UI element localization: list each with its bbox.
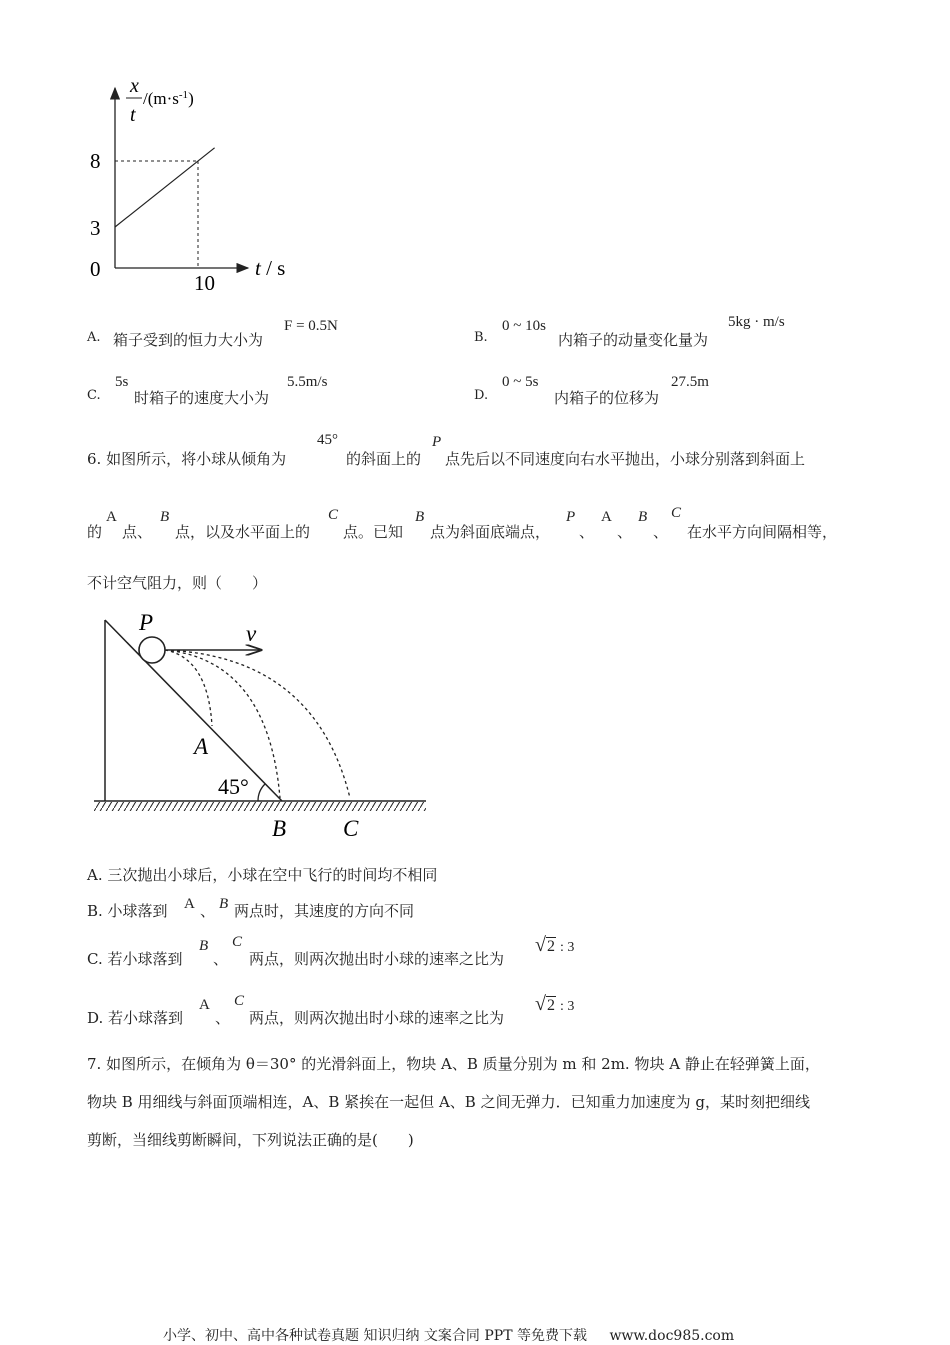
label-v: v [246,621,257,646]
q6-stem-line3: 不计空气阻力，则（ ） [87,574,268,592]
x-tick-10: 10 [194,271,215,295]
sqrt-sign-icon: √ [535,993,546,1015]
ball-icon [139,637,165,663]
data-line [115,148,215,227]
footer-url[interactable]: www.doc985.com [609,1328,735,1344]
q6-stem-line1: 6. 如图所示，将小球从倾角为 45° 的斜面上的 P 点先后以不同速度向右水平抛出，小球分别落到斜面上 [87,432,806,468]
q6-option-c: C. 若小球落到 B 、 C 两点，则两次抛出时小球的速率之比为 √2 : 3 [87,934,575,968]
ground-hatching [94,802,426,811]
q7-line3: 剪断，当细线剪断瞬间，下列说法正确的是( ) [87,1131,414,1149]
sqrt-2-ratio: √2 : 3 [535,993,575,1015]
origin-label: 0 [90,257,101,281]
q6-option-b: B. 小球落到 A 、 B 两点时，其速度的方向不同 [87,896,415,920]
angle-arc [258,784,265,801]
label-A: A [194,734,209,759]
xt-graph [80,78,310,300]
footer-text: 小学、初中、高中各种试卷真题 知识归纳 文案合同 PPT 等免费下载 www.doc985.com [163,1328,735,1344]
q7-line1: 7. 如图所示，在倾角为 θ＝30° 的光滑斜面上，物块 A、B 质量分别为 m 和 2m. 物块 A 静止在轻弹簧上面， [87,1055,820,1073]
sqrt-sign-icon: √ [535,934,546,956]
y-tick-8: 8 [90,149,101,173]
label-B: B [272,816,287,841]
label-angle: 45° [218,774,249,799]
x-label: t / s [255,256,286,280]
y-label-den: t [130,104,136,126]
y-tick-3: 3 [90,216,101,240]
q6-stem-line2: 的 A 点、 B 点，以及水平面上的 C 点。已知 B 点为斜面底端点， P 、 A 、 B 、 C 在水平方向间隔相等， [87,505,838,541]
q6-option-d: D. 若小球落到 A 、 C 两点，则两次抛出时小球的速率之比为 √2 : 3 [87,993,575,1027]
incline-figure [90,608,435,843]
q6-option-a: A. 三次抛出小球后，小球在空中飞行的时间均不相同 [87,866,438,884]
y-label-unit: $/(m\cdot s^{-1})$ [143,89,194,108]
label-C: C [343,816,359,841]
q7-line2: 物块 B 用细线与斜面顶端相连，A、B 紧挨在一起但 A、B 之间无弹力．已知重力加速度为 g，某时刻把细线 [87,1093,810,1111]
y-label-num: x [130,78,139,97]
sqrt-2-ratio: √2 : 3 [535,934,575,956]
label-P: P [139,610,154,635]
incline-slope [105,620,282,801]
